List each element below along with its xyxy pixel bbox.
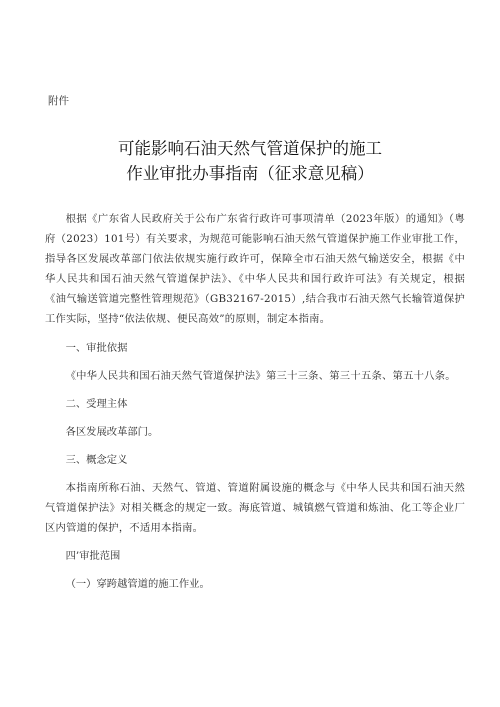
scope-item-1: （一）穿跨越管道的施工作业。 xyxy=(65,578,210,591)
subject-paragraph: 各区发展改革部门。 xyxy=(65,425,159,438)
intro-paragraph: 根据《广东省人民政府关于公布广东省行政许可事项清单（2023年版）的通知》（粤府（2023）101号）有关要求，为规范可能影响石油天然气管道保护施工作业审批工作，指导各区发展改革部门依法依规实施行政许可，保障全市石油天然气输送安全，根据《中华人民共和国石油天然气管道保护法》、《中华人民共和国行政许可法》有关规定，根据《油气输送管道完整性管理规范》（GB32167-2015）,结合我市石油天然气长输管道保护工作实际，坚持“依法依规、便民高效”的原则，制定本指南。 xyxy=(45,213,465,326)
section-heading-definition: 三、概念定义 xyxy=(65,453,128,466)
section-heading-basis: 一、审批依据 xyxy=(65,341,128,354)
document-title xyxy=(0,136,500,186)
title-line-2: 作业审批办事指南（征求意见稿） xyxy=(126,164,374,183)
section-heading-subject: 二、受理主体 xyxy=(65,397,128,410)
basis-paragraph: 《中华人民共和国石油天然气管道保护法》第三十三条、第三十五条、第五十八条。 xyxy=(65,369,456,382)
title-line-1: 可能影响石油天然气管道保护的施工 xyxy=(118,139,382,158)
definition-paragraph: 本指南所称石油、天然气、管道、管道附属设施的概念与《中华人民共和国石油天然气管道保护法》对相关概念的规定一致。海底管道、城镇燃气管道和炼油、化工等企业厂区内管道的保护，不适用本指南。 xyxy=(45,482,465,535)
document-body xyxy=(45,209,465,595)
attachment-label: 附件 xyxy=(48,95,69,107)
section-heading-scope: 四’审批范围 xyxy=(65,550,121,563)
